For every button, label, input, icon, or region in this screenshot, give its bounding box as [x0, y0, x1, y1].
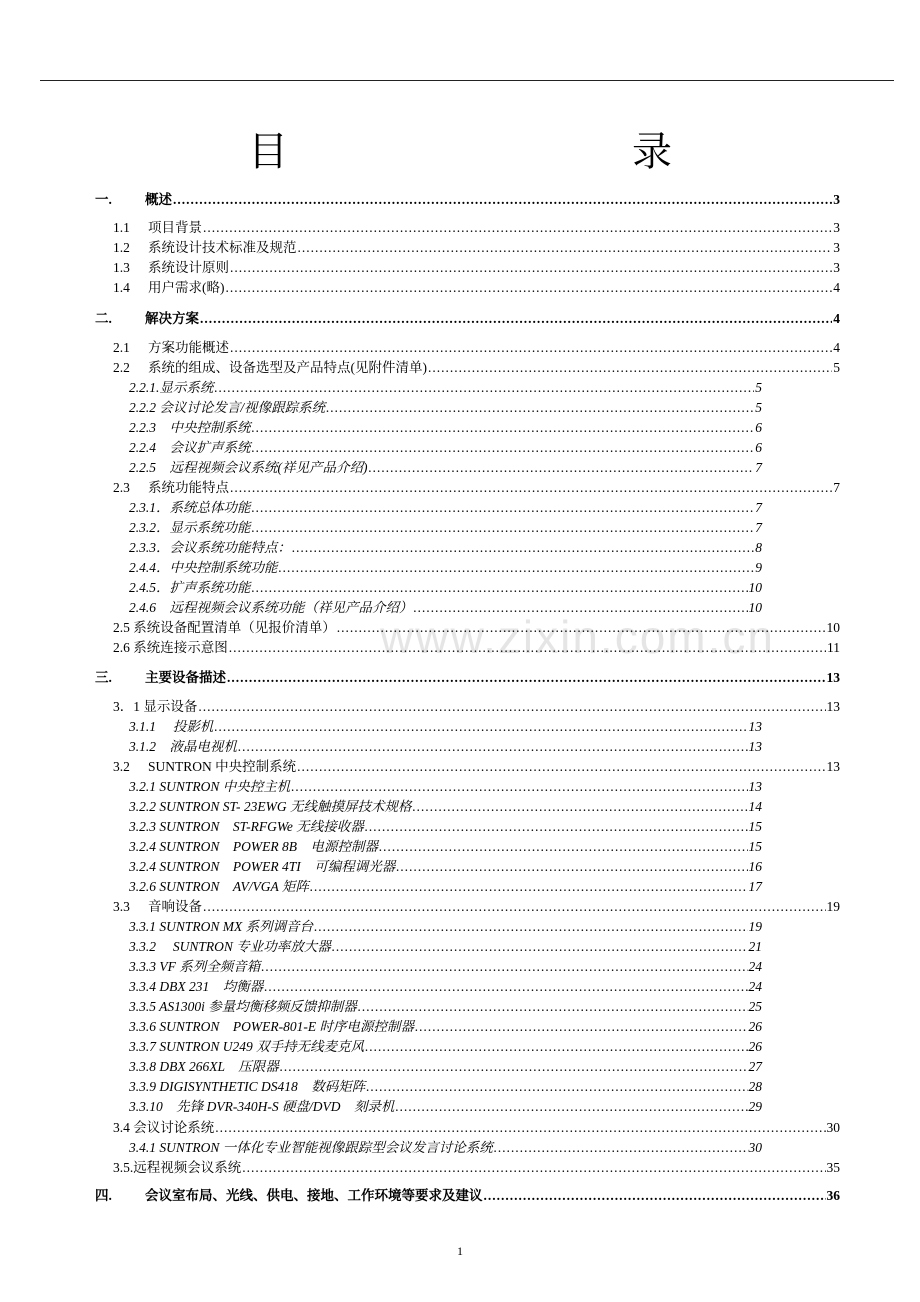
toc-page-number: 30: [826, 1120, 840, 1135]
toc-page-number: 4: [833, 280, 840, 295]
toc-entry[interactable]: [95, 668, 840, 688]
toc-leader: [291, 777, 747, 797]
toc-title: 3.3.9 DIGISYNTHETIC DS418 数码矩阵: [129, 1079, 366, 1094]
toc-leader: [366, 1077, 747, 1097]
toc-leader: [369, 458, 755, 478]
toc-entry[interactable]: [129, 837, 762, 857]
toc-leader: [414, 598, 748, 618]
toc-title: 3.2.6 SUNTRON AV/VGA 矩阵: [129, 879, 309, 894]
toc-page-number: 24: [748, 959, 762, 974]
toc-page-number: 13: [826, 670, 840, 685]
toc-page-number: 10: [748, 580, 762, 595]
toc-title: 概述: [145, 192, 172, 207]
toc-page-number: 28: [748, 1079, 762, 1094]
toc-entry[interactable]: [129, 1017, 762, 1037]
toc-leader: [413, 797, 748, 817]
toc-title: 3.1.2 液晶电视机: [129, 739, 237, 754]
toc-page-number: 5: [755, 400, 762, 415]
toc-entry[interactable]: [129, 937, 762, 957]
toc-page-number: 7: [833, 480, 840, 495]
toc-title: 3.3.6 SUNTRON POWER-801-E 时序电源控制器: [129, 1019, 414, 1034]
toc-title: 3.4 会议讨论系统: [113, 1120, 215, 1135]
toc-title: 3.3.3 VF 系列全频音箱: [129, 959, 261, 974]
toc-page-number: 4: [833, 340, 840, 355]
toc-title: 3.3.2 SUNTRON 专业功率放大器: [129, 939, 331, 954]
toc-leader: [252, 578, 748, 598]
toc-entry[interactable]: [129, 717, 762, 737]
toc-page-number: 4: [833, 311, 840, 326]
toc-entry[interactable]: [95, 309, 840, 329]
toc-entry[interactable]: [113, 358, 840, 378]
toc-entry[interactable]: [113, 757, 840, 777]
toc-page-number: 15: [748, 819, 762, 834]
toc-entry[interactable]: [129, 737, 762, 757]
toc-page-number: 7: [755, 500, 762, 515]
toc-leader: [230, 338, 832, 358]
toc-page-number: 6: [755, 440, 762, 455]
toc-page-number: 7: [755, 520, 762, 535]
toc-leader: [292, 538, 754, 558]
header-rule: [40, 80, 894, 81]
toc-leader: [395, 1097, 747, 1117]
toc-title: 2.3.2．显示系统功能: [129, 520, 251, 535]
toc-leader: [252, 418, 755, 438]
toc-leader: [365, 1037, 747, 1057]
toc-page-number: 10: [748, 600, 762, 615]
toc-entry[interactable]: [129, 378, 762, 398]
toc-page-number: 13: [826, 759, 840, 774]
toc-entry[interactable]: [129, 458, 762, 478]
toc-leader: [310, 877, 748, 897]
toc-entry[interactable]: [113, 338, 840, 358]
toc-leader: [227, 668, 826, 688]
toc-page-number: 26: [748, 1039, 762, 1054]
toc-entry[interactable]: [95, 1186, 840, 1206]
toc-entry[interactable]: [129, 518, 762, 538]
toc-title: 3.3.8 DBX 266XL 压限器: [129, 1059, 279, 1074]
toc-leader: [326, 398, 754, 418]
toc-entry[interactable]: [129, 877, 762, 897]
toc-title: 2.2.3 中央控制系统: [129, 420, 251, 435]
toc-number: 四.: [95, 1188, 112, 1203]
toc-leader: [252, 438, 755, 458]
toc-leader: [252, 498, 755, 518]
toc-entry[interactable]: [95, 190, 840, 210]
toc-leader: [230, 258, 832, 278]
toc-number: 二.: [95, 311, 112, 326]
toc-title: 3.3.4 DBX 231 均衡器: [129, 979, 264, 994]
toc-title: 3.2.4 SUNTRON POWER 4TI 可编程调光器: [129, 859, 396, 874]
toc-page-number: 29: [748, 1099, 762, 1114]
toc-title: 会议室布局、光线、供电、接地、工作环境等要求及建议: [145, 1188, 483, 1203]
toc-entry[interactable]: [113, 218, 840, 238]
toc-title: 2.2.5 远程视频会议系统(祥见产品介绍): [129, 460, 368, 475]
toc-entry[interactable]: [129, 797, 762, 817]
toc-number: 一.: [95, 192, 112, 207]
toc-entry[interactable]: [129, 578, 762, 598]
toc-page-number: 19: [748, 919, 762, 934]
toc-title: SUNTRON 中央控制系统: [148, 759, 297, 774]
toc-entry[interactable]: [113, 278, 840, 298]
toc-number: 1.4: [113, 280, 130, 295]
toc-entry[interactable]: [129, 1097, 762, 1117]
toc-entry[interactable]: [129, 558, 762, 578]
toc-title: 2.5 系统设备配置清单（见报价清单）: [113, 620, 336, 635]
toc-page-number: 9: [755, 560, 762, 575]
toc-entry[interactable]: [113, 638, 840, 658]
toc-title: 系统功能特点: [148, 480, 229, 495]
toc-leader: [229, 638, 826, 658]
toc-page-number: 5: [755, 380, 762, 395]
toc-number: 1.1: [113, 220, 130, 235]
toc-leader: [252, 518, 755, 538]
toc-page-number: 27: [748, 1059, 762, 1074]
toc-page-number: 19: [826, 899, 840, 914]
watermark: www.zixin.com.cn: [380, 611, 775, 663]
toc-entry[interactable]: [129, 398, 762, 418]
toc-leader: [215, 1118, 825, 1138]
toc-title: 音响设备: [148, 899, 202, 914]
toc-number: 2.1: [113, 340, 130, 355]
toc-title: 3.3.10 先锋 DVR-340H-S 硬盘/DVD 刻录机: [129, 1099, 395, 1114]
page-title: 目 录: [248, 129, 760, 174]
toc-entry[interactable]: [129, 1057, 762, 1077]
toc-leader: [264, 977, 747, 997]
toc-title: 3.2.3 SUNTRON ST-RFGWe 无线接收器: [129, 819, 364, 834]
toc-entry[interactable]: [129, 977, 762, 997]
toc-page-number: 11: [827, 640, 840, 655]
toc-page-number: 7: [755, 460, 762, 475]
toc-leader: [494, 1138, 748, 1158]
toc-leader: [428, 358, 832, 378]
toc-page-number: 17: [748, 879, 762, 894]
toc-number: 3.3: [113, 899, 130, 914]
toc-page-number: 14: [748, 799, 762, 814]
toc-title: 3.5.远程视频会议系统: [113, 1160, 242, 1175]
toc-page-number: 13: [748, 779, 762, 794]
toc-leader: [230, 478, 832, 498]
toc-title: 2.3.1．系统总体功能: [129, 500, 251, 515]
toc-page-number: 15: [748, 839, 762, 854]
toc-title: 3.1.1 投影机: [129, 719, 214, 734]
toc-title: 3.3.1 SUNTRON MX 系列调音台: [129, 919, 314, 934]
toc-entry[interactable]: [129, 997, 762, 1017]
toc-leader: [261, 957, 747, 977]
toc-entry[interactable]: [129, 1077, 762, 1097]
toc-entry[interactable]: [113, 897, 840, 917]
toc-title: 3.3.5 AS1300i 参量均衡移频反馈抑制器: [129, 999, 357, 1014]
toc-title: 系统设计原则: [148, 260, 229, 275]
toc-number: 3.2: [113, 759, 130, 774]
toc-title: 2.4.5．扩声系统功能: [129, 580, 251, 595]
toc-leader: [198, 697, 825, 717]
toc-page-number: 3: [833, 220, 840, 235]
toc-page-number: 36: [826, 1188, 840, 1203]
toc-leader: [173, 190, 832, 210]
toc-page-number: 24: [748, 979, 762, 994]
toc-entry[interactable]: [129, 857, 762, 877]
toc-entry[interactable]: [129, 418, 762, 438]
toc-number: 1.2: [113, 240, 130, 255]
toc-entry[interactable]: [113, 1158, 840, 1178]
toc-entry[interactable]: [129, 598, 762, 618]
toc-leader: [314, 917, 747, 937]
toc-page-number: 13: [748, 719, 762, 734]
toc-leader: [226, 278, 833, 298]
toc-leader: [279, 558, 755, 578]
toc-entry[interactable]: [129, 957, 762, 977]
toc-leader: [203, 897, 826, 917]
toc-leader: [238, 737, 748, 757]
toc-leader: [242, 1158, 825, 1178]
toc-page-number: 3: [833, 192, 840, 207]
toc-leader: [365, 817, 748, 837]
toc-entry[interactable]: [129, 498, 762, 518]
toc-leader: [298, 238, 833, 258]
toc-page-number: 3: [833, 240, 840, 255]
toc-leader: [396, 857, 747, 877]
toc-title: 系统的组成、设备选型及产品特点(见附件清单): [148, 360, 427, 375]
toc-title: 项目背景: [148, 220, 202, 235]
toc-title: 系统设计技术标准及规范: [148, 240, 297, 255]
toc-title: 2.4.6 远程视频会议系统功能（祥见产品介绍）: [129, 600, 413, 615]
toc-leader: [203, 218, 832, 238]
toc-page-number: 3: [833, 260, 840, 275]
toc-title: 2.2.1.显示系统: [129, 380, 214, 395]
toc-entry[interactable]: [129, 917, 762, 937]
toc-entry[interactable]: [113, 618, 840, 638]
toc-entry[interactable]: [113, 258, 840, 278]
toc-entry[interactable]: [129, 438, 762, 458]
toc-entry[interactable]: [113, 697, 840, 717]
toc-title: 2.2.4 会议扩声系统: [129, 440, 251, 455]
toc-entry[interactable]: [129, 538, 762, 558]
toc-title: 2.6 系统连接示意图: [113, 640, 228, 655]
toc-page-number: 26: [748, 1019, 762, 1034]
toc-page-number: 16: [748, 859, 762, 874]
toc-entry[interactable]: [113, 1118, 840, 1138]
toc-title: 3.2.4 SUNTRON POWER 8B 电源控制器: [129, 839, 378, 854]
toc-title: 3.2.1 SUNTRON 中央控主机: [129, 779, 291, 794]
toc-title: 主要设备描述: [145, 670, 226, 685]
toc-entry[interactable]: [129, 1037, 762, 1057]
toc-title: 解决方案: [145, 311, 199, 326]
toc-title: 3.2.2 SUNTRON ST- 23EWG 无线触摸屏技术规格: [129, 799, 412, 814]
toc-leader: [358, 997, 748, 1017]
toc-number: 2.2: [113, 360, 130, 375]
toc-entry[interactable]: [129, 817, 762, 837]
toc-page-number: 35: [826, 1160, 840, 1175]
toc-page-number: 30: [748, 1140, 762, 1155]
toc-number: 2.3: [113, 480, 130, 495]
toc-leader: [214, 717, 747, 737]
toc-page-number: 13: [748, 739, 762, 754]
page-number: 1: [457, 1244, 463, 1258]
toc-title: 3.4.1 SUNTRON 一体化专业智能视像跟踪型会议发言讨论系统: [129, 1140, 493, 1155]
toc-leader: [337, 618, 826, 638]
toc-entry[interactable]: [113, 238, 840, 258]
toc-page-number: 6: [755, 420, 762, 435]
toc-title: 3.3.7 SUNTRON U249 双手持无线麦克风: [129, 1039, 365, 1054]
toc-page-number: 13: [826, 699, 840, 714]
toc-title: 2.3.3．会议系统功能特点：: [129, 540, 291, 555]
toc-page-number: 10: [826, 620, 840, 635]
toc-leader: [379, 837, 748, 857]
toc-page-number: 5: [833, 360, 840, 375]
toc-leader: [200, 309, 832, 329]
toc-title: 2.2.2 会议讨论发言/视像跟踪系统: [129, 400, 326, 415]
toc-leader: [297, 757, 825, 777]
toc-number: 三.: [95, 670, 112, 685]
toc-leader: [280, 1057, 748, 1077]
toc-leader: [332, 937, 748, 957]
toc-entry[interactable]: [113, 478, 840, 498]
toc-entry[interactable]: [129, 1138, 762, 1158]
toc-page-number: 8: [755, 540, 762, 555]
toc-title: 3．1 显示设备: [113, 699, 198, 714]
toc-page-number: 21: [748, 939, 762, 954]
toc-leader: [214, 378, 754, 398]
toc-page-number: 25: [748, 999, 762, 1014]
toc-entry[interactable]: [129, 777, 762, 797]
toc-title: 2.4.4．中央控制系统功能: [129, 560, 278, 575]
toc-title: 用户需求(略): [148, 280, 225, 295]
toc-number: 1.3: [113, 260, 130, 275]
toc-title: 方案功能概述: [148, 340, 229, 355]
toc-leader: [415, 1017, 748, 1037]
toc-leader: [484, 1186, 826, 1206]
